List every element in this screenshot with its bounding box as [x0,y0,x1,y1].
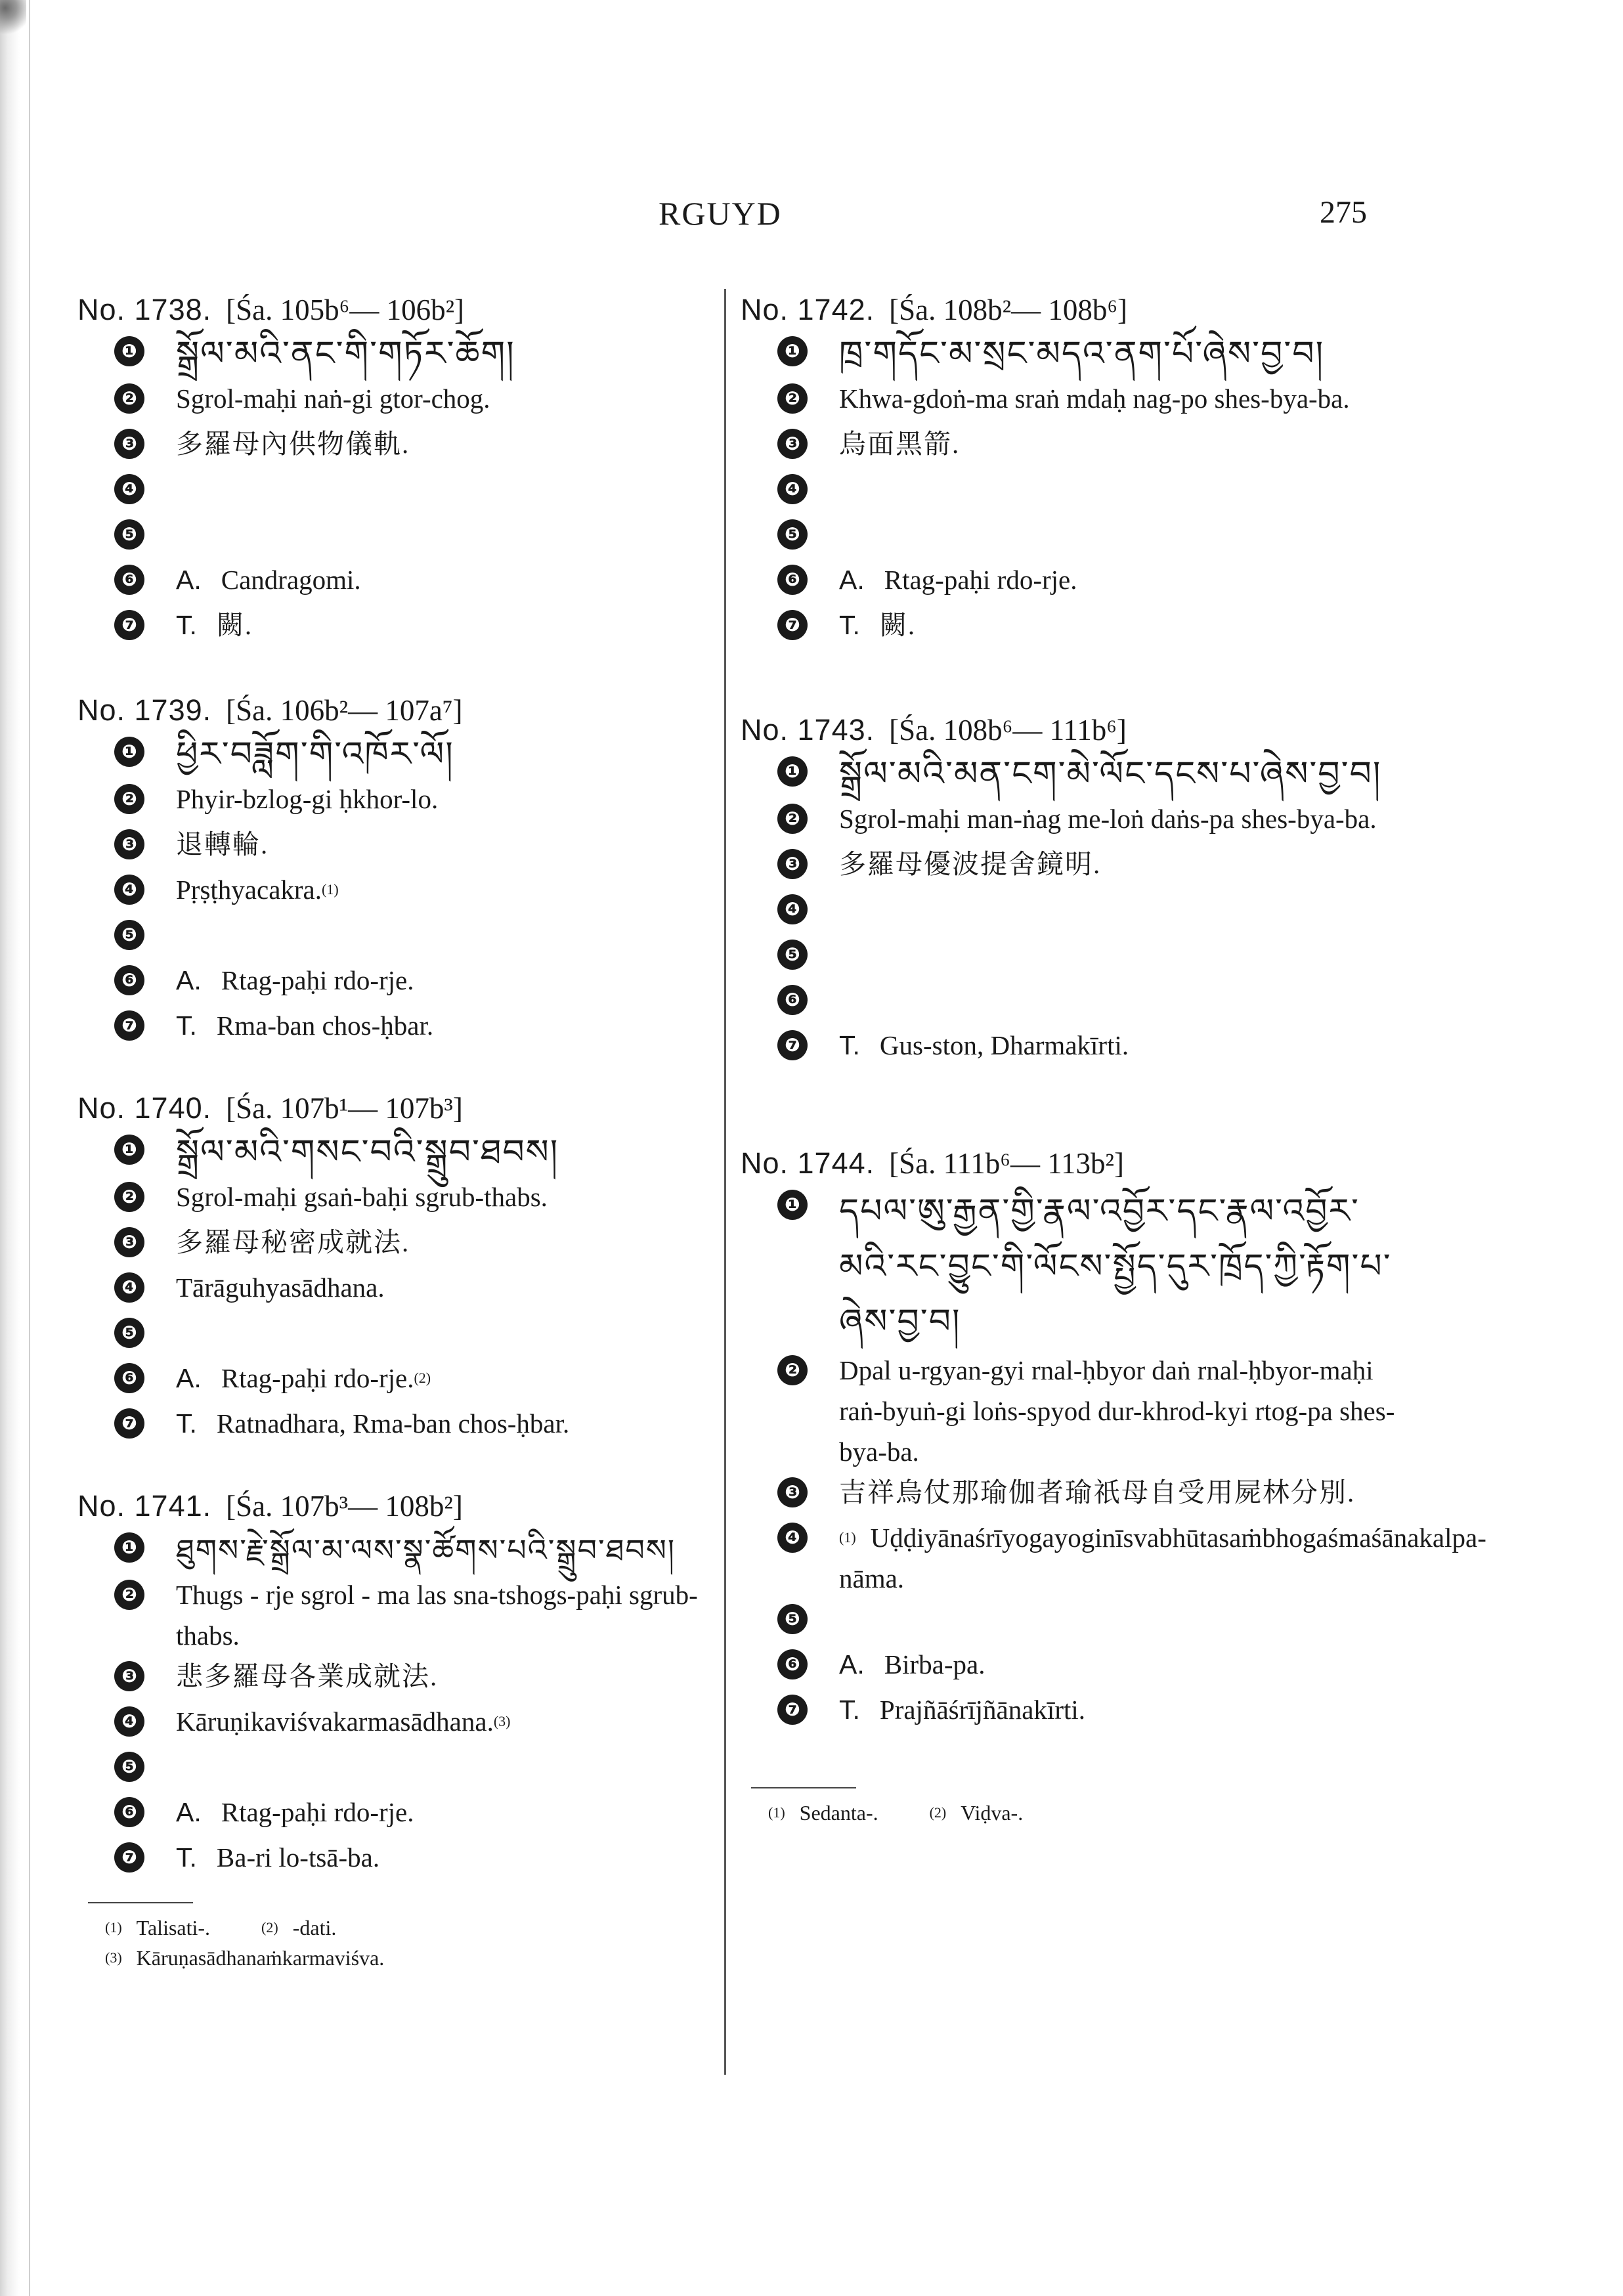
field-tibetan [77,331,721,378]
field-5 [741,514,1397,559]
footnotes [77,1913,721,1943]
footnote-mark: (2) [261,1919,278,1936]
field-tibetan [77,731,721,779]
chinese-title: 烏面黑箭. [839,429,961,459]
field-sanskrit [741,889,1397,934]
field-sanskrit [77,469,721,514]
folio-reference: [Śa. 107b³— 108b²] [226,1490,463,1523]
field-number-5-icon: ❺ [777,940,808,970]
field-tibetan [741,751,1397,798]
footnote-ref: (3) [493,1713,511,1729]
field-author [77,1792,721,1837]
field-sanskrit [741,1517,1486,1599]
author: Rtag-paḥi rdo-rje. [221,1797,414,1827]
page-number: 275 [1320,195,1367,230]
entry-1741 [77,1485,721,1882]
author-label: A. [176,565,202,595]
field-number-5-icon: ❺ [114,920,144,950]
tibetan-title: དཔལ་ཨུ་རྒྱན་གྱི་རྣལ་འབྱོར་དང་རྣལ་འབྱོར་མའི་རང་བྱུང་གི་ལོངས་སྤྱོད་དུར་ཁྲོད་ཀྱི་རྟོག་པ་ཞེས་བྱ་བ། [839,1193,1392,1341]
chinese-title: 多羅母秘密成就法. [176,1227,410,1257]
romanized-title: Sgrol-maḥi naṅ-gi gtor-chog. [176,383,490,414]
field-sanskrit [741,469,1397,514]
field-number-4-icon: ❹ [777,474,808,504]
entry-number: No. 1741. [77,1489,212,1523]
field-number-2-icon: ❷ [114,1580,144,1610]
field-chinese [741,1472,1397,1517]
chinese-title: 退轉輪. [176,829,269,859]
field-number-2-icon: ❷ [114,383,144,414]
folio-reference: [Śa. 108b⁶— 111b⁶] [889,714,1127,747]
field-number-1-icon: ❶ [114,336,144,366]
field-number-2-icon: ❷ [777,1355,808,1385]
entry-1738 [77,289,721,650]
field-romanized [741,1350,1397,1472]
field-5 [741,934,1397,980]
footnote-3 [105,1943,384,1973]
right-column [741,289,1486,1828]
field-number-1-icon: ❶ [114,737,144,767]
tibetan-title: ཁྲ་གདོང་མ་སྲང་མདའ་ནག་པོ་ཞེས་བྱ་བ། [839,336,1325,373]
footnote-mark: (2) [929,1804,947,1821]
field-translator [77,1005,721,1051]
field-number-6-icon: ❻ [777,1649,808,1679]
field-translator [77,1403,721,1448]
field-number-2-icon: ❷ [114,784,144,814]
author-label: A. [839,1649,865,1679]
folio-reference: [Śa. 111b⁶— 113b²] [889,1147,1125,1180]
field-number-4-icon: ❹ [114,1272,144,1303]
scan-edge-line [29,0,30,2296]
field-translator [741,1689,1397,1735]
tibetan-title: ཕྱིར་བཟློག་གི་འཁོར་ལོ། [176,736,454,773]
field-chinese [77,1656,721,1701]
entry-number: No. 1739. [77,693,212,727]
field-translator [77,1837,721,1882]
field-chinese [741,844,1397,889]
field-number-5-icon: ❺ [777,1604,808,1634]
field-number-3-icon: ❸ [777,849,808,879]
field-author [741,1644,1397,1689]
footnote-text: Kāruṇasādhanaṁkarmaviśva. [136,1946,385,1970]
running-title: RGUYD [659,195,782,232]
footnote-rule [751,1787,856,1788]
field-translator [741,605,1397,650]
field-number-3-icon: ❸ [114,829,144,859]
entry-1739 [77,689,721,1051]
footnote-ref: (1) [322,881,339,898]
footnote-text: Sedanta-. [799,1801,878,1825]
translator-label: T. [176,610,197,640]
footnote-mark: (3) [105,1949,122,1966]
entry-heading [741,1142,1397,1184]
field-number-1-icon: ❶ [777,756,808,787]
field-number-6-icon: ❻ [777,985,808,1015]
field-sanskrit [77,1701,721,1746]
sanskrit-title: Tārāguhyasādhana. [176,1272,385,1303]
footnote-text: -dati. [292,1916,337,1939]
footnote-ref: (1) [839,1529,856,1546]
entry-1744 [741,1142,1486,1735]
translator-label: T. [839,1030,860,1060]
sanskrit-title: Pṛṣṭhyacakra. [176,875,322,905]
field-number-1-icon: ❶ [114,1532,144,1563]
romanized-title: Thugs - rje sgrol - ma las sna-tshogs-paḥi sgrub-thabs. [176,1580,698,1651]
field-number-3-icon: ❸ [114,1227,144,1257]
author: Rtag-paḥi rdo-rje. [884,565,1077,595]
translator-label: T. [176,1408,197,1439]
romanized-title: Sgrol-maḥi man-ṅag me-loṅ daṅs-pa shes-bya-ba. [839,804,1377,834]
sanskrit-title: Kāruṇikaviśvakarmasādhana. [176,1706,494,1737]
chinese-title: 吉祥烏仗那瑜伽者瑜祇母自受用屍林分別. [839,1477,1356,1507]
field-number-3-icon: ❸ [114,429,144,459]
entry-number: No. 1738. [77,293,212,326]
author: Candragomi. [221,565,361,595]
field-5 [77,1312,721,1358]
left-column [77,289,721,1973]
field-number-4-icon: ❹ [777,894,808,924]
field-number-1-icon: ❶ [777,336,808,366]
field-5 [77,514,721,559]
field-6 [741,980,1397,1025]
field-number-2-icon: ❷ [777,383,808,414]
footnotes [77,1943,721,1973]
field-number-7-icon: ❼ [114,1842,144,1873]
tibetan-title: སྒྲོལ་མའི་གསང་བའི་སྒྲུབ་ཐབས། [176,1134,559,1171]
translator-label: T. [176,1010,197,1041]
entry-heading [77,689,721,731]
field-author [741,559,1397,605]
entry-heading [741,709,1397,751]
field-number-7-icon: ❼ [777,1030,808,1060]
field-number-6-icon: ❻ [114,1797,144,1827]
field-number-6-icon: ❻ [114,1363,144,1393]
field-number-3-icon: ❸ [777,1477,808,1507]
field-romanized [77,378,721,423]
folio-reference: [Śa. 106b²— 107a⁷] [226,694,463,727]
field-tibetan [741,1184,1397,1350]
field-chinese [77,423,721,469]
author: Rtag-paḥi rdo-rje. [221,965,414,995]
field-number-7-icon: ❼ [114,1010,144,1041]
field-number-6-icon: ❻ [114,965,144,995]
field-number-2-icon: ❷ [777,804,808,834]
chinese-title: 多羅母優波提舍鏡明. [839,849,1102,879]
field-translator [741,1025,1397,1070]
field-chinese [77,1222,721,1267]
author-label: A. [176,1797,202,1827]
translator: Gus-ston, Dharmakīrti. [879,1030,1129,1060]
romanized-title: Phyir-bzlog-gi ḥkhor-lo. [176,784,439,814]
field-chinese [77,824,721,869]
scan-edge [0,0,20,2296]
footnote-ref: (2) [414,1370,431,1386]
field-number-1-icon: ❶ [777,1190,808,1220]
entry-number: No. 1743. [741,713,875,747]
field-number-6-icon: ❻ [777,565,808,595]
field-5 [741,1599,1397,1644]
field-romanized [741,798,1397,844]
sanskrit-title: Uḍḍiyānaśrīyogayoginīsvabhūtasaṁbhogaśmaśānakalpa-nāma. [839,1523,1486,1593]
field-sanskrit [77,869,721,915]
tibetan-title: སྒྲོལ་མའི་མན་ངག་མེ་ལོང་དངས་པ་ཞེས་བྱ་བ། [839,756,1382,793]
page-header [0,188,1623,240]
chinese-title: 多羅母內供物儀軌. [176,429,410,459]
tibetan-title: སྒྲོལ་མའི་ནང་གི་གཏོར་ཆོག། [176,336,515,373]
tibetan-title: ཐུགས་རྗེ་སྒྲོལ་མ་ལས་སྣ་ཚོགས་པའི་སྒྲུབ་ཐབས། [176,1534,676,1567]
author: Birba-pa. [884,1649,985,1679]
field-sanskrit [77,1267,721,1312]
field-number-4-icon: ❹ [114,474,144,504]
translator: 闕. [216,610,253,640]
field-number-7-icon: ❼ [777,1695,808,1725]
field-number-5-icon: ❺ [114,1752,144,1782]
field-author [77,559,721,605]
field-romanized [77,1574,721,1656]
field-number-3-icon: ❸ [777,429,808,459]
translator: 闕. [879,610,917,640]
footnote-mark: (1) [105,1919,122,1936]
entry-1740 [77,1087,721,1448]
romanized-title: Dpal u-rgyan-gyi rnal-ḥbyor daṅ rnal-ḥbyor-maḥi raṅ-byuṅ-gi loṅs-spyod dur-khrod-kyi rtog-pa shes-bya-ba. [839,1355,1395,1467]
entry-heading [77,289,721,331]
author-label: A. [176,965,202,995]
chinese-title: 悲多羅母各業成就法. [176,1661,439,1691]
folio-reference: [Śa. 107b¹— 107b³] [226,1092,463,1125]
field-number-5-icon: ❺ [114,1318,144,1348]
author: Rtag-paḥi rdo-rje. [221,1363,414,1393]
folio-reference: [Śa. 108b²— 108b⁶] [889,293,1128,326]
footnote-text: Viḍva-. [961,1801,1024,1825]
field-number-3-icon: ❸ [114,1661,144,1691]
translator: Prajñāśrījñānakīrti. [879,1695,1086,1725]
footnote-mark: (1) [768,1804,785,1821]
field-number-2-icon: ❷ [114,1182,144,1212]
translator: Ba-ri lo-tsā-ba. [216,1842,380,1873]
translator: Rma-ban chos-ḥbar. [216,1010,434,1041]
translator-label: T. [176,1842,197,1873]
footnote-text: Talisati-. [136,1916,211,1939]
column-divider [724,289,726,2075]
corner-mark [0,0,26,39]
footnote-1 [768,1798,878,1828]
field-translator [77,605,721,650]
field-5 [77,1746,721,1792]
footnote-1 [105,1913,210,1943]
field-number-4-icon: ❹ [114,1706,144,1737]
field-number-7-icon: ❼ [777,610,808,640]
field-number-1-icon: ❶ [114,1135,144,1165]
field-tibetan [77,1129,721,1177]
field-5 [77,915,721,960]
translator: Ratnadhara, Rma-ban chos-ḥbar. [216,1408,570,1439]
field-number-7-icon: ❼ [114,610,144,640]
romanized-title: Sgrol-maḥi gsaṅ-baḥi sgrub-thabs. [176,1182,548,1212]
entry-1742 [741,289,1397,650]
folio-reference: [Śa. 105b⁶— 106b²] [226,293,465,326]
entry-number: No. 1744. [741,1146,875,1180]
entry-number: No. 1742. [741,293,875,326]
field-romanized [77,779,721,824]
author-label: A. [839,565,865,595]
entry-heading [77,1087,721,1129]
field-number-7-icon: ❼ [114,1408,144,1439]
translator-label: T. [839,610,860,640]
footnotes [741,1798,1397,1828]
translator-label: T. [839,1695,860,1725]
field-number-4-icon: ❹ [114,875,144,905]
field-number-6-icon: ❻ [114,565,144,595]
footnote-2 [261,1913,336,1943]
footnote-2 [930,1798,1024,1828]
footnote-rule [88,1902,193,1903]
field-romanized [77,1177,721,1222]
romanized-title: Khwa-gdoṅ-ma sraṅ mdaḥ nag-po shes-bya-ba. [839,383,1350,414]
field-romanized [741,378,1397,423]
field-tibetan [77,1527,721,1574]
field-author [77,1358,721,1403]
entry-heading [77,1485,721,1527]
field-number-4-icon: ❹ [777,1523,808,1553]
entry-number: No. 1740. [77,1091,212,1125]
entry-1743 [741,709,1397,1070]
field-number-5-icon: ❺ [114,519,144,550]
field-author [77,960,721,1005]
field-chinese [741,423,1397,469]
field-tibetan [741,331,1397,378]
field-number-5-icon: ❺ [777,519,808,550]
author-label: A. [176,1363,202,1393]
entry-heading [741,289,1397,331]
